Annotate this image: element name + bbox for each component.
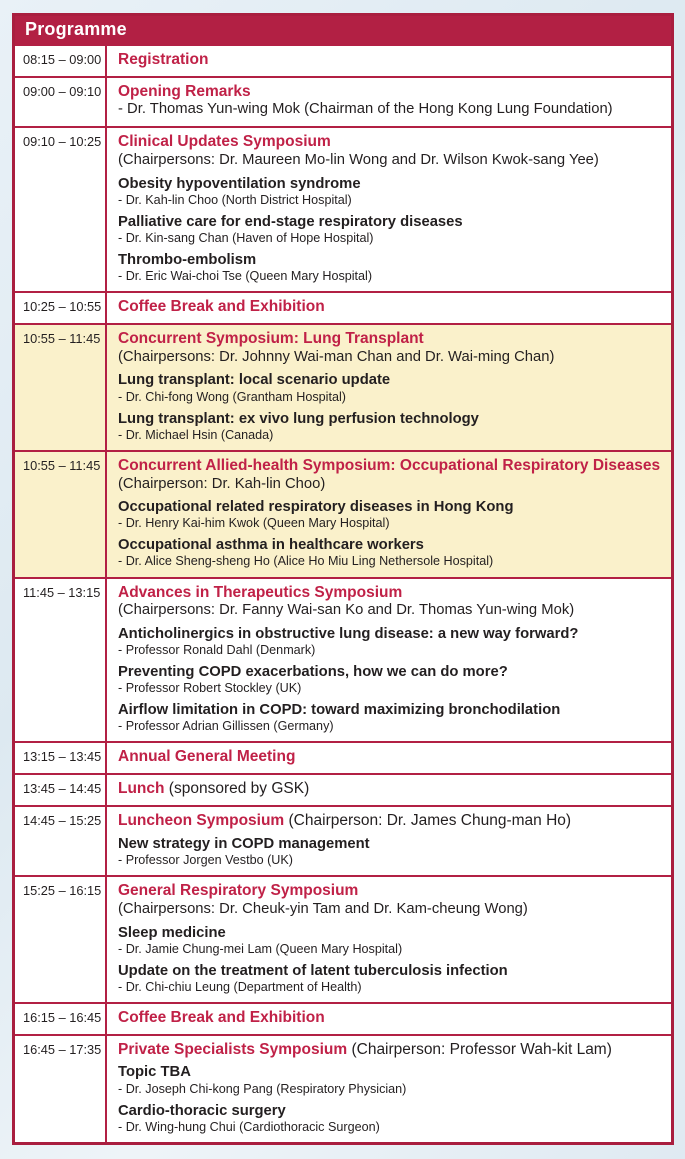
programme-row xyxy=(15,773,671,805)
talk-speaker: - Dr. Eric Wai-choi Tse (Queen Mary Hospital) xyxy=(118,269,373,283)
talk-speaker: - Dr. Wing-hung Chui (Cardiothoracic Surgeon) xyxy=(118,1119,380,1134)
time-cell: 16:45 – 17:35 xyxy=(15,1036,107,1142)
talk-item xyxy=(118,664,661,696)
programme-row xyxy=(15,450,671,577)
talk-item xyxy=(118,499,661,531)
talk-speaker: - Dr. Michael Hsin (Canada) xyxy=(118,427,274,442)
session-title xyxy=(118,748,661,766)
talk-speaker: - Professor Adrian Gillissen (Germany) xyxy=(118,719,334,734)
talk-title: Occupational related respiratory diseases in Hong Kong xyxy=(118,499,514,516)
session-title-text: Clinical Updates Symposium xyxy=(118,133,331,151)
time-cell: 13:15 – 13:45 xyxy=(15,743,107,773)
talk-speaker: - Dr. Chi-fong Wong (Grantham Hospital) xyxy=(118,389,346,404)
talk-title: Thrombo-embolism xyxy=(118,251,257,268)
talk-speaker: - Dr. Joseph Chi-kong Pang (Respiratory Physician) xyxy=(118,1081,407,1096)
session-cell xyxy=(107,1036,671,1142)
talk-item xyxy=(118,963,661,995)
programme-row xyxy=(15,126,671,291)
session-cell xyxy=(107,807,671,875)
talk-title: Update on the treatment of latent tuberculosis infection xyxy=(118,962,508,979)
time-cell: 08:15 – 09:00 xyxy=(15,46,107,76)
session-title-text: Coffee Break and Exhibition xyxy=(118,1008,325,1026)
talk-title: Preventing COPD exacerbations, how we can do more? xyxy=(118,664,508,681)
chairpersons-line: - Dr. Thomas Yun-wing Mok (Chairman of the Hong Kong Lung Foundation) xyxy=(118,101,613,118)
programme-row xyxy=(15,577,671,742)
session-title-suffix: (Chairperson: Dr. James Chung-man Ho) xyxy=(284,812,572,830)
programme-row xyxy=(15,76,671,127)
session-title xyxy=(118,882,661,900)
session-title xyxy=(118,330,661,348)
talk-speaker: - Dr. Alice Sheng-sheng Ho (Alice Ho Miu Ling Nethersole Hospital) xyxy=(118,554,494,569)
time-cell: 09:10 – 10:25 xyxy=(15,128,107,291)
talk-item xyxy=(118,537,661,569)
session-cell xyxy=(107,1004,671,1034)
session-cell xyxy=(107,579,671,742)
time-cell: 10:25 – 10:55 xyxy=(15,293,107,323)
talk-item xyxy=(118,411,661,443)
session-title-text: Lunch xyxy=(118,780,165,798)
session-cell xyxy=(107,325,671,450)
session-cell xyxy=(107,743,671,773)
talk-item xyxy=(118,626,661,658)
session-title xyxy=(118,584,661,602)
session-title-text: Annual General Meeting xyxy=(118,748,296,766)
chairpersons-line: (Chairpersons: Dr. Johnny Wai-man Chan and Dr. Wai-ming Chan) xyxy=(118,348,555,365)
programme-row xyxy=(15,323,671,450)
session-title-text: Opening Remarks xyxy=(118,82,251,100)
talk-speaker: - Dr. Kah-lin Choo (North District Hospital) xyxy=(118,192,352,207)
talk-title: Sleep medicine xyxy=(118,924,226,941)
talk-item xyxy=(118,702,661,734)
session-title-text: Concurrent Symposium: Lung Transplant xyxy=(118,329,424,347)
talk-speaker: - Professor Robert Stockley (UK) xyxy=(118,681,302,696)
session-title-text: General Respiratory Symposium xyxy=(118,882,359,900)
talk-speaker: - Dr. Henry Kai-him Kwok (Queen Mary Hospital) xyxy=(118,516,390,531)
chairpersons-line: (Chairpersons: Dr. Fanny Wai-san Ko and Dr. Thomas Yun-wing Mok) xyxy=(118,602,575,619)
session-title-text: Luncheon Symposium xyxy=(118,812,285,830)
programme-header xyxy=(15,16,671,46)
time-cell: 15:25 – 16:15 xyxy=(15,877,107,1002)
programme-row xyxy=(15,1002,671,1034)
talk-speaker: - Dr. Kin-sang Chan (Haven of Hope Hospital) xyxy=(118,230,374,245)
session-cell xyxy=(107,877,671,1002)
talk-title: Lung transplant: ex vivo lung perfusion technology xyxy=(118,410,479,427)
programme-row xyxy=(15,1034,671,1142)
session-title xyxy=(118,83,661,101)
talk-title: New strategy in COPD management xyxy=(118,835,370,852)
session-cell xyxy=(107,78,671,127)
chairpersons-line: (Chairpersons: Dr. Cheuk-yin Tam and Dr. Kam-cheung Wong) xyxy=(118,900,528,917)
programme-card xyxy=(12,13,674,1145)
talk-speaker: - Dr. Jamie Chung-mei Lam (Queen Mary Hospital) xyxy=(118,941,403,956)
programme-rows xyxy=(15,46,671,1142)
session-title xyxy=(118,1041,661,1059)
talk-item xyxy=(118,1103,661,1135)
talk-title: Airflow limitation in COPD: toward maximizing bronchodilation xyxy=(118,702,561,719)
time-cell: 16:15 – 16:45 xyxy=(15,1004,107,1034)
session-cell xyxy=(107,775,671,805)
talk-title: Palliative care for end-stage respiratory diseases xyxy=(118,213,463,230)
session-title-text: Coffee Break and Exhibition xyxy=(118,298,325,316)
talk-speaker: - Dr. Chi-chiu Leung (Department of Health) xyxy=(118,979,362,994)
session-title xyxy=(118,812,661,830)
session-title xyxy=(118,51,661,69)
talk-item xyxy=(118,1064,661,1096)
talk-title: Lung transplant: local scenario update xyxy=(118,372,391,389)
session-title-text: Private Specialists Symposium xyxy=(118,1040,348,1058)
talk-speaker: - Professor Jorgen Vestbo (UK) xyxy=(118,852,293,867)
talk-item xyxy=(118,252,661,284)
chairpersons-line: (Chairperson: Dr. Kah-lin Choo) xyxy=(118,475,326,492)
time-cell: 11:45 – 13:15 xyxy=(15,579,107,742)
session-title xyxy=(118,780,661,798)
talk-item xyxy=(118,372,661,404)
programme-row xyxy=(15,291,671,323)
talk-title: Obesity hypoventilation syndrome xyxy=(118,175,361,192)
talk-title: Occupational asthma in healthcare workers xyxy=(118,537,424,554)
talk-item xyxy=(118,176,661,208)
time-cell: 13:45 – 14:45 xyxy=(15,775,107,805)
session-cell xyxy=(107,293,671,323)
talk-item xyxy=(118,214,661,246)
session-cell xyxy=(107,46,671,76)
session-title-text: Registration xyxy=(118,50,209,68)
session-title-text: Concurrent Allied-health Symposium: Occupational Respiratory Diseases xyxy=(118,456,661,474)
chairpersons-line: (Chairpersons: Dr. Maureen Mo-lin Wong and Dr. Wilson Kwok-sang Yee) xyxy=(118,151,599,168)
talk-speaker: - Professor Ronald Dahl (Denmark) xyxy=(118,643,316,658)
session-title xyxy=(118,457,661,475)
programme-row xyxy=(15,805,671,875)
time-cell: 09:00 – 09:10 xyxy=(15,78,107,127)
talk-item xyxy=(118,836,661,868)
session-cell xyxy=(107,452,671,577)
page-title: Programme xyxy=(25,19,127,39)
programme-row xyxy=(15,741,671,773)
time-cell: 10:55 – 11:45 xyxy=(15,325,107,450)
talk-title: Anticholinergics in obstructive lung disease: a new way forward? xyxy=(118,626,579,643)
programme-row xyxy=(15,46,671,76)
session-title xyxy=(118,1009,661,1027)
session-title xyxy=(118,298,661,316)
talk-title: Cardio-thoracic surgery xyxy=(118,1102,286,1119)
time-cell: 14:45 – 15:25 xyxy=(15,807,107,875)
session-title-text: Advances in Therapeutics Symposium xyxy=(118,583,403,601)
programme-row xyxy=(15,875,671,1002)
talk-title: Topic TBA xyxy=(118,1064,191,1081)
talk-item xyxy=(118,925,661,957)
session-title-suffix: (Chairperson: Professor Wah-kit Lam) xyxy=(347,1040,612,1058)
session-title xyxy=(118,133,661,151)
session-cell xyxy=(107,128,671,291)
session-title-suffix: (sponsored by GSK) xyxy=(164,780,310,798)
time-cell: 10:55 – 11:45 xyxy=(15,452,107,577)
